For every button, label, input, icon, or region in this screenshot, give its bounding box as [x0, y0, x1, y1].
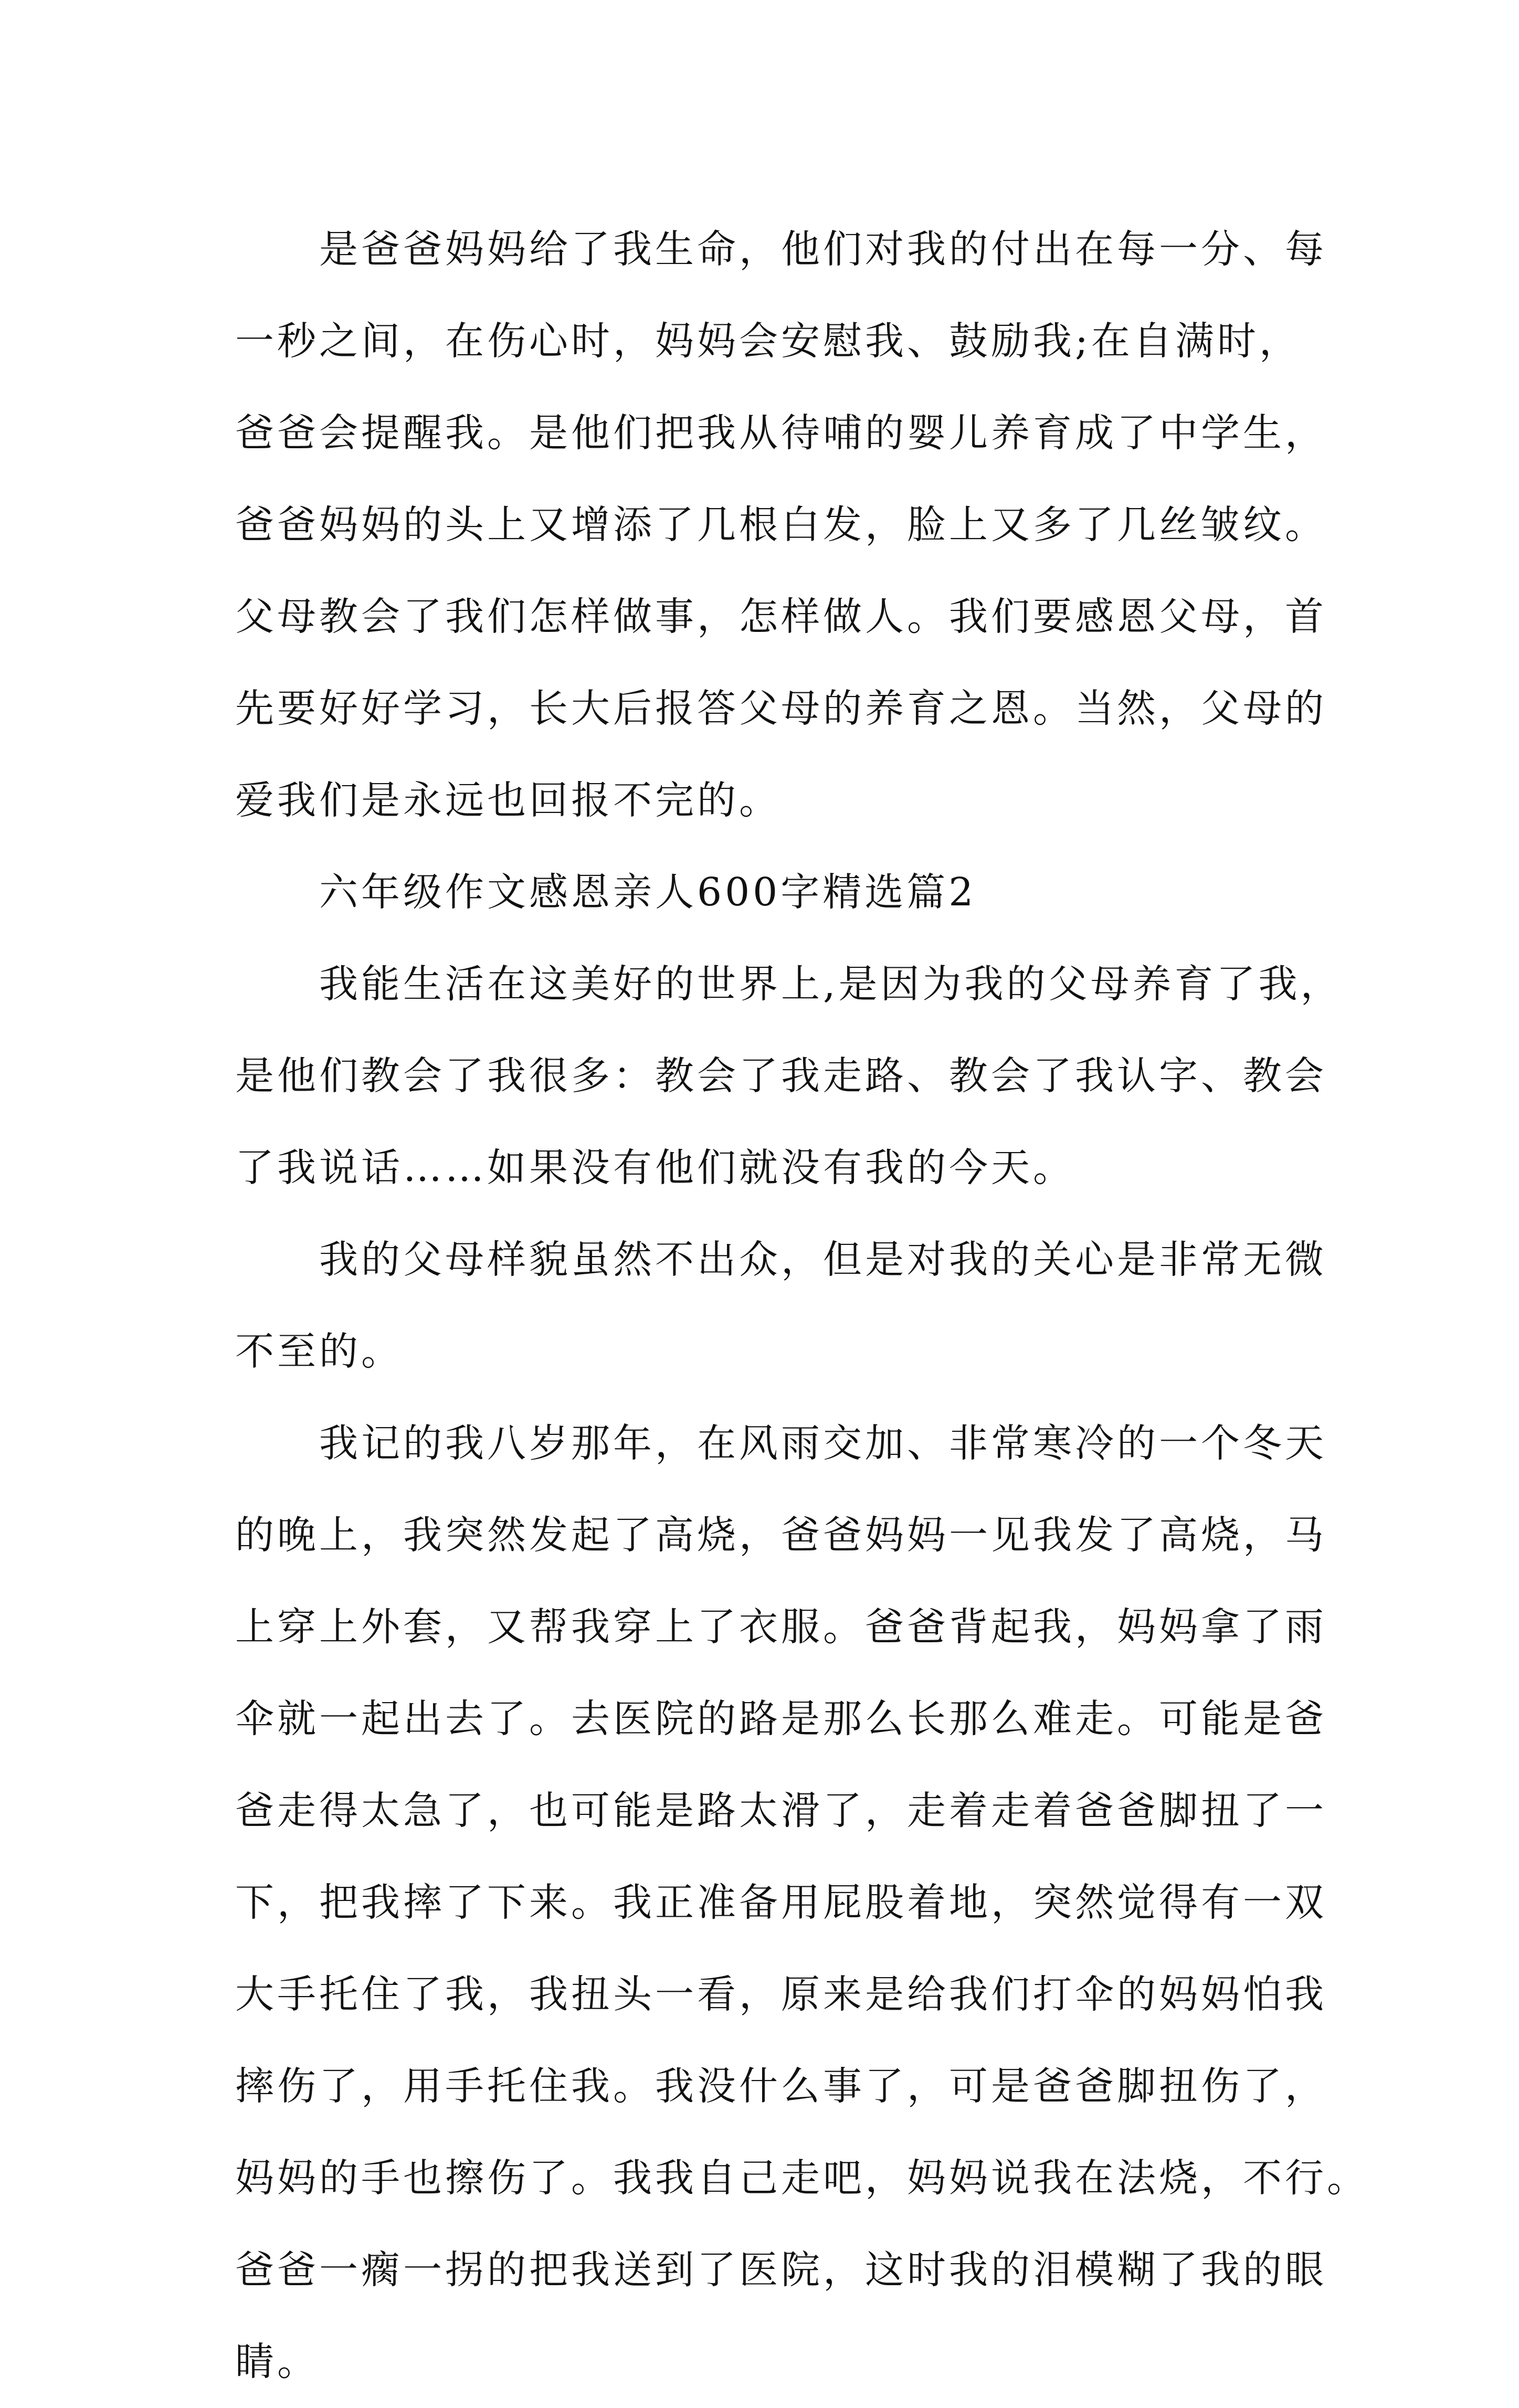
- section-heading: 六年级作文感恩亲人600字精选篇2: [235, 870, 977, 915]
- text-line: 我的父母样貌虽然不出众，但是对我的关心是非常无微: [235, 1237, 1327, 1282]
- text-line: 先要好好学习，长大后报答父母的养育之恩。当然，父母的: [235, 686, 1327, 731]
- text-line: 爸爸会提醒我。是他们把我从待哺的婴儿养育成了中学生，: [235, 410, 1327, 456]
- text-line: 的晚上，我突然发起了高烧，爸爸妈妈一见我发了高烧，马: [235, 1513, 1327, 1558]
- text-line: 大手托住了我，我扭头一看，原来是给我们打伞的妈妈怕我: [235, 1972, 1327, 2017]
- text-line: 爸走得太急了，也可能是路太滑了，走着走着爸爸脚扭了一: [235, 1788, 1327, 1833]
- text-line: 睛。: [235, 2339, 319, 2384]
- text-line: 不至的。: [235, 1329, 403, 1374]
- text-line: 是爸爸妈妈给了我生命，他们对我的付出在每一分、每: [235, 227, 1327, 272]
- text-line: 下，把我摔了下来。我正准备用屁股着地，突然觉得有一双: [235, 1880, 1327, 1925]
- text-line: 上穿上外套，又帮我穿上了衣服。爸爸背起我，妈妈拿了雨: [235, 1604, 1327, 1650]
- text-line: 一秒之间，在伤心时，妈妈会安慰我、鼓励我;在自满时，: [235, 319, 1301, 364]
- text-line: 了我说话……如果没有他们就没有我的今天。: [235, 1145, 1075, 1190]
- text-line: 爸爸一瘸一拐的把我送到了医院，这时我的泪模糊了我的眼: [235, 2247, 1327, 2293]
- text-line: 父母教会了我们怎样做事，怎样做人。我们要感恩父母，首: [235, 594, 1327, 639]
- text-line: 爸爸妈妈的头上又增添了几根白发，脸上又多了几丝皱纹。: [235, 502, 1327, 547]
- body-text: [235, 204, 1369, 2408]
- text-line: 我记的我八岁那年，在风雨交加、非常寒冷的一个冬天: [235, 1421, 1327, 1466]
- text-line: 伞就一起出去了。去医院的路是那么长那么难走。可能是爸: [235, 1696, 1327, 1741]
- text-line: 摔伤了，用手托住我。我没什么事了，可是爸爸脚扭伤了，: [235, 2064, 1327, 2109]
- text-line: 爱我们是永远也回报不完的。: [235, 778, 781, 823]
- text-line: 我能生活在这美好的世界上,是因为我的父母养育了我，: [235, 962, 1343, 1007]
- text-line: 妈妈的手也擦伤了。我我自己走吧，妈妈说我在法烧，不行。: [235, 2156, 1369, 2201]
- text-line: 是他们教会了我很多：教会了我走路、教会了我认字、教会: [235, 1053, 1327, 1099]
